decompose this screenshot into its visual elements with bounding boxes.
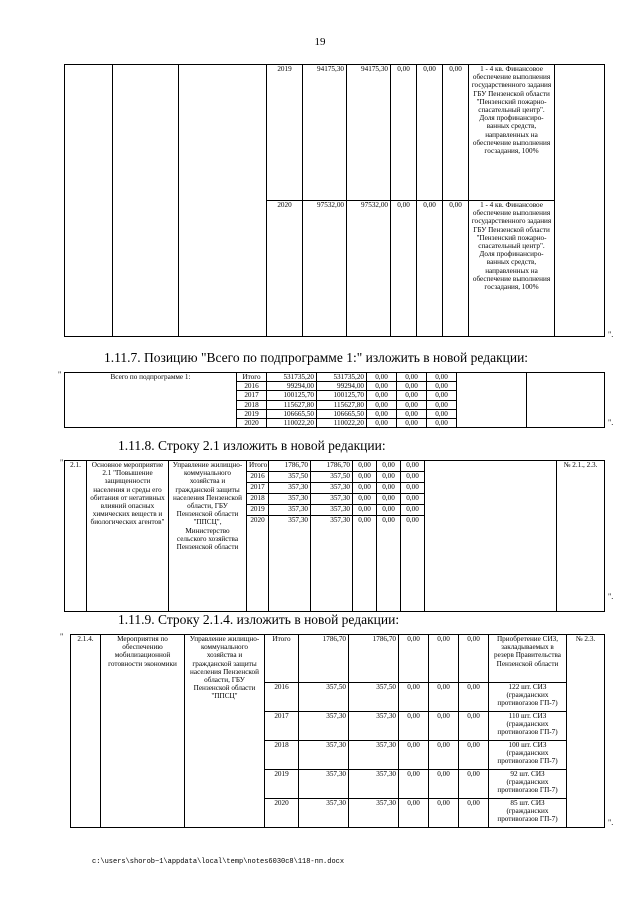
- table-row: 2020 357,30 357,30 0,00 0,00 0,00 85 шт. СИЗ (гражданских противогазов ГП-7): [71, 799, 605, 828]
- indicator-ref: № 2.1., 2.3.: [557, 461, 605, 612]
- measure-name: Основное мероприятие 2.1 "Повышение защищенности населения и среды его обитания от негативных влияний опасных химических веществ и биологических агентов": [87, 461, 169, 612]
- table-row: 2019 357,30 357,30 0,00 0,00 0,00 92 шт. СИЗ (гражданских противогазов ГП-7): [71, 770, 605, 799]
- row-number: 2.1.4.: [71, 635, 101, 828]
- page-number: 19: [314, 36, 326, 48]
- row-2-1-4-table: [70, 634, 605, 828]
- row-2-1-table: [64, 460, 605, 612]
- close-quote: ".: [608, 592, 614, 601]
- open-quote: ": [60, 458, 64, 467]
- table-row: 2016 99294,00 99294,00 0,00 0,00 0,00: [65, 382, 605, 391]
- open-quote: ": [60, 632, 64, 641]
- result-note: 85 шт. СИЗ (гражданских противогазов ГП-7): [489, 799, 567, 828]
- result-note: 100 шт. СИЗ (гражданских противогазов ГП-7): [489, 741, 567, 770]
- close-quote: ".: [608, 818, 614, 827]
- table-row: 2016 357,50 357,50 0,00 0,00 0,00 122 шт. СИЗ (гражданских противогазов ГП-7): [71, 683, 605, 712]
- row-number: 2.1.: [65, 461, 87, 612]
- section-heading: 1.11.9. Строку 2.1.4. изложить в новой редакции:: [118, 612, 400, 627]
- measure-name: Мероприятия по обеспечению мобилизационной готовности экономики: [101, 635, 185, 828]
- table-row: 2020 357,30 357,30 0,00 0,00 0,00: [65, 516, 605, 612]
- table-row: 2019 106665,50 106665,50 0,00 0,00 0,00: [65, 409, 605, 418]
- subprogram-total-table: [64, 372, 605, 428]
- result-note: 110 шт. СИЗ (гражданских противогазов ГП-7): [489, 712, 567, 741]
- result-note: 122 шт. СИЗ (гражданских противогазов ГП-7): [489, 683, 567, 712]
- table-row: 2018 115627,80 115627,80 0,00 0,00 0,00: [65, 400, 605, 409]
- table-row: 2017 357,30 357,30 0,00 0,00 0,00: [65, 483, 605, 494]
- executor: Управление жилищно-коммунального хозяйства и гражданской защиты населения Пензенской области, ГБУ Пензенской области "ППСЦ": [185, 635, 265, 828]
- table-row: 2.1.4. Мероприятия по обеспечению мобилизационной готовности экономики Управление жилищно-коммунального хозяйства и гражданской защиты населения Пензенской области, ГБУ Пензенской области "ППСЦ" Итого 1786,70 1786,70 0,00 0,00 0,00 Приобретение СИЗ, закладываемых в резерв Правительства Пензенской области № 2.3.: [71, 635, 605, 683]
- table-row: 2016 357,50 357,50 0,00 0,00 0,00: [65, 472, 605, 483]
- section-heading: 1.11.8. Строку 2.1 изложить в новой редакции:: [118, 438, 386, 453]
- open-quote: ": [58, 370, 62, 379]
- section-heading: 1.11.7. Позицию "Всего по подпрограмме 1:" изложить в новой редакции:: [104, 350, 529, 365]
- table-row: 2018 357,30 357,30 0,00 0,00 0,00 100 шт. СИЗ (гражданских противогазов ГП-7): [71, 741, 605, 770]
- table-row: Всего по подпрограмме 1: Итого 531735,20 531735,20 0,00 0,00 0,00: [65, 373, 605, 382]
- table-row: 2.1. Основное мероприятие 2.1 "Повышение защищенности населения и среды его обитания от негативных влияний опасных химических веществ и биологических агентов" Управление жилищно-коммунального хозяйства и гражданской защиты населения Пензенской области, ГБУ Пензенской области "ППСЦ", Министерство сельского хозяйства Пензенской области Итого 1786,70 1786,70 0,00 0,00 0,00 № 2.1., 2.3.: [65, 461, 605, 472]
- table-row: 2018 357,30 357,30 0,00 0,00 0,00: [65, 494, 605, 505]
- table-row: 2020 110022,20 110022,20 0,00 0,00 0,00: [65, 419, 605, 428]
- table-row: 2020 97532,00 97532,00 0,00 0,00 0,00 1 - 4 кв. Финансовое обеспечение выполнения государственного задания ГБУ Пензенской области "Пензенский пожарно-спасательный центр". Доля профинансиро-ванных средств, направленных на обеспечение выполнения госзадания, 100%: [65, 201, 605, 337]
- close-quote: ".: [608, 330, 614, 339]
- table-row: 2017 357,30 357,30 0,00 0,00 0,00 110 шт. СИЗ (гражданских противогазов ГП-7): [71, 712, 605, 741]
- row-label: Всего по подпрограмме 1:: [65, 373, 237, 428]
- table-row: 2017 100125,70 100125,70 0,00 0,00 0,00: [65, 391, 605, 400]
- table-row: 2019 94175,30 94175,30 0,00 0,00 0,00 1 - 4 кв. Финансовое обеспечение выполнения государственного задания ГБУ Пензенской области "Пензенский пожарно-спасательный центр". Доля профинансиро-ванных средств, направленных на обеспечение выполнения госзадания, 100%: [65, 65, 605, 201]
- table-row: 2019 357,30 357,30 0,00 0,00 0,00: [65, 505, 605, 516]
- indicator-ref: № 2.3.: [567, 635, 605, 828]
- result-note: 92 шт. СИЗ (гражданских противогазов ГП-7): [489, 770, 567, 799]
- footer-file-path: c:\users\shorob~1\appdata\local\temp\notes6030c8\118-пп.docx: [92, 858, 345, 866]
- result-note: 1 - 4 кв. Финансовое обеспечение выполнения государственного задания ГБУ Пензенской области "Пензенский пожарно-спасательный центр". Доля профинансиро-ванных средств, направленных на обеспечение выполнения госзадания, 100%: [469, 65, 555, 201]
- result-note: 1 - 4 кв. Финансовое обеспечение выполнения государственного задания ГБУ Пензенской области "Пензенский пожарно-спасательный центр". Доля профинансиро-ванных средств, направленных на обеспечение выполнения госзадания, 100%: [469, 201, 555, 337]
- executor: Управление жилищно-коммунального хозяйства и гражданской защиты населения Пензенской области, ГБУ Пензенской области "ППСЦ", Министерство сельского хозяйства Пензенской области: [169, 461, 247, 612]
- table-continuation: [64, 64, 605, 337]
- close-quote: ".: [608, 418, 614, 427]
- result-note: Приобретение СИЗ, закладываемых в резерв Правительства Пензенской области: [489, 635, 567, 683]
